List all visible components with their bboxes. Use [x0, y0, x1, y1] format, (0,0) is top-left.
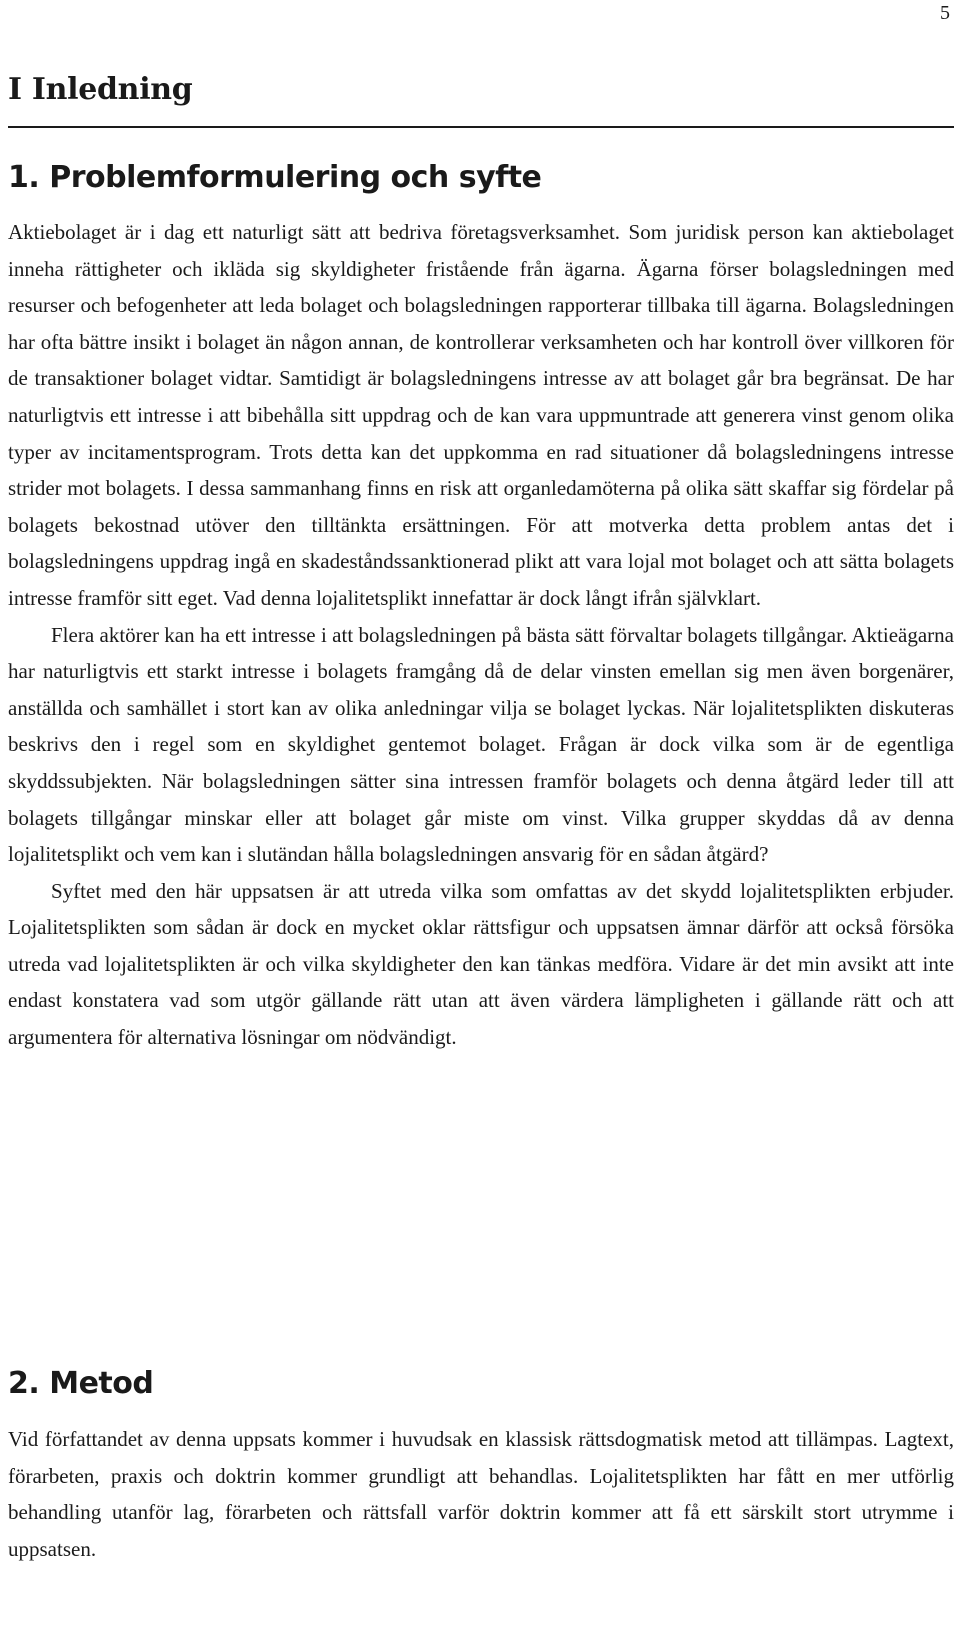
section-body-problemformulering [8, 214, 954, 1056]
section-title-problemformulering: 1. Problemformulering och syfte [8, 160, 542, 195]
paragraph: Flera aktörer kan ha ett intresse i att bolagsledningen på bästa sätt förvaltar bolagets tillgångar. Aktieägarna har naturligtvis ett starkt intresse i bolagets framgång då de delar vinsten emellan sig men även borgenärer, anställda och samhället i stort kan av olika anledningar vilja se bolaget lyckas. När lojalitetsplikten diskuteras beskrivs den i regel som en skyldighet gentemot bolaget. Frågan är dock vilka som är de egentliga skyddssubjekten. När bolagsledningen sätter sina intressen framför bolagets och denna åtgärd leder till att bolagets tillgångar minskar eller att bolaget går miste om vinst. Vilka grupper skyddas då av denna lojalitetsplikt och vem kan i slutändan hålla bolagsledningen ansvarig för en sådan åtgärd? [8, 622, 954, 867]
page-number: 5 [940, 2, 950, 24]
chapter-title: I Inledning [8, 72, 193, 107]
paragraph: Syftet med den här uppsatsen är att utreda vilka som omfattas av det skydd lojalitetsplikten erbjuder. Lojalitetsplikten som sådan är dock en mycket oklar rättsfigur och uppsatsen ämnar därför att också försöka utreda vad lojalitetsplikten är och vilka skyldigheter den kan tänkas medföra. Vidare är det min avsikt att inte endast konstatera vad som utgör gällande rätt utan att även värdera lämpligheten i gällande rätt och att argumentera för alternativa lösningar om nödvändigt. [8, 878, 954, 1050]
paragraph: Aktiebolaget är i dag ett naturligt sätt att bedriva företagsverksamhet. Som juridisk person kan aktiebolaget inneha rättigheter och ikläda sig skyldigheter fristående från ägarna. Ägarna förser bolagsledningen med resurser och befogenheter att leda bolaget och bolagsledningen rapporterar tillbaka till ägarna. Bolagsledningen har ofta bättre insikt i bolaget än någon annan, de kontrollerar verksamheten och har kontroll över villkoren för de transaktioner bolaget vidtar. Samtidigt är bolagsledningens intresse av att bolaget går bra begränsat. De har naturligtvis ett intresse i att bibehålla sitt uppdrag och de kan vara uppmuntrade att generera vinst genom olika typer av incitamentsprogram. Trots detta kan det uppkomma en rad situationer då bolagsledningens intresse strider mot bolagets. I dessa sammanhang finns en risk att organledamöterna på olika sätt skaffar sig fördelar på bolagets bekostnad utöver den tilltänkta ersättningen. För att motverka detta problem antas det i bolagsledningens uppdrag ingå en skadeståndssanktionerad plikt att vara lojal mot bolaget och att sätta bolagets intresse framför sitt eget. Vad denna lojalitetsplikt innefattar är dock långt ifrån självklart. [8, 220, 954, 610]
chapter-divider [8, 126, 954, 128]
paragraph: Vid författandet av denna uppsats kommer i huvudsak en klassisk rättsdogmatisk metod att tillämpas. Lagtext, förarbeten, praxis och doktrin kommer grundligt att behandlas. Lojalitetsplikten har fått en mer utförlig behandling utanför lag, förarbeten och rättsfall varför doktrin kommer att få ett särskilt stort utrymme i uppsatsen. [8, 1427, 954, 1561]
section-title-metod: 2. Metod [8, 1366, 154, 1401]
section-body-metod [8, 1421, 954, 1567]
